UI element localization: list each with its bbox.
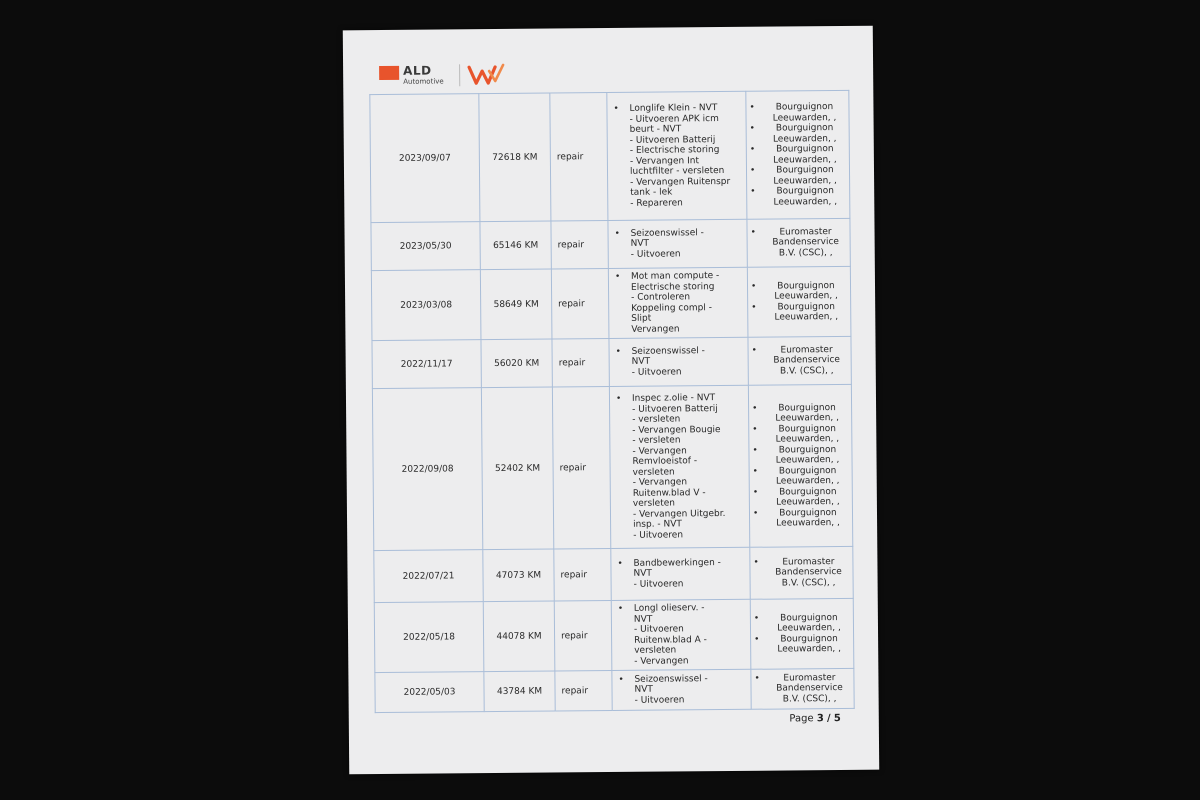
bullet-icon: • bbox=[753, 557, 759, 568]
workshop-name: Bourguignon Leeuwarden, , bbox=[772, 102, 837, 124]
description-text: Mot man compute - Electrische storing - Controleren Koppeling compl - Slipt Vervangen bbox=[630, 271, 720, 335]
date-cell: 2022/11/17 bbox=[372, 340, 481, 389]
table-row bbox=[374, 546, 853, 602]
workshop-item bbox=[754, 673, 850, 705]
bullet-icon: • bbox=[749, 165, 756, 176]
table-row bbox=[375, 668, 854, 712]
document-page bbox=[343, 26, 879, 775]
description-cell bbox=[607, 91, 747, 220]
date-cell: 2022/09/08 bbox=[372, 388, 482, 551]
description-cell bbox=[608, 267, 748, 338]
description-cell bbox=[611, 599, 751, 670]
description-text: Seizoenswissel - NVT - Uitvoeren bbox=[631, 345, 705, 378]
mileage-cell: 58649 KM bbox=[480, 269, 552, 340]
page-label: Page bbox=[789, 713, 814, 725]
mileage-cell: 47073 KM bbox=[483, 549, 554, 602]
bullet-icon: • bbox=[751, 302, 757, 313]
table-row bbox=[372, 336, 851, 388]
description-cell bbox=[611, 547, 750, 600]
type-cell: repair bbox=[551, 221, 608, 269]
workshop-name: Bourguignon Leeuwarden, , bbox=[773, 165, 837, 187]
table-row bbox=[371, 218, 850, 270]
workshop-item bbox=[750, 186, 846, 208]
mileage-cell: 56020 KM bbox=[481, 339, 552, 388]
mileage-cell: 43784 KM bbox=[484, 671, 555, 712]
bullet-icon: • bbox=[754, 673, 760, 684]
table-row bbox=[370, 90, 850, 222]
bullet-icon: • bbox=[750, 281, 757, 292]
workshop-item bbox=[753, 557, 849, 589]
workshop-item bbox=[750, 165, 846, 187]
bullet-icon: • bbox=[752, 487, 759, 498]
type-cell: repair bbox=[552, 387, 610, 549]
bullet-icon: • bbox=[614, 228, 620, 239]
type-cell: repair bbox=[554, 549, 611, 601]
workshop-item bbox=[753, 507, 849, 529]
workshop-item bbox=[753, 465, 849, 487]
workshop-name: Bourguignon Leeuwarden, , bbox=[775, 465, 840, 487]
workshop-item bbox=[752, 444, 848, 466]
workshop-name: Bourguignon Leeuwarden, , bbox=[772, 123, 837, 145]
bullet-icon: • bbox=[750, 186, 756, 197]
workshop-name: Bourguignon Leeuwarden, , bbox=[773, 186, 838, 208]
bullet-icon: • bbox=[752, 445, 758, 456]
date-cell: 2022/05/03 bbox=[375, 672, 484, 713]
workshop-item bbox=[751, 227, 847, 259]
description-text: Seizoenswissel - NVT - Uitvoeren bbox=[630, 227, 704, 260]
workshop-name: Bourguignon Leeuwarden, , bbox=[774, 280, 838, 302]
bullet-icon: • bbox=[749, 144, 756, 155]
description-cell bbox=[609, 337, 748, 386]
type-cell: repair bbox=[552, 339, 609, 387]
description-text: Longlife Klein - NVT - Uitvoeren APK icm beurt - NVT - Uitvoeren Batterij - Electrische storing - Vervangen Int luchtfilter - versleten - Vervangen Ruitenspr tank - lek - Repareren bbox=[629, 103, 731, 209]
workshop-item bbox=[749, 102, 845, 124]
bullet-icon: • bbox=[617, 558, 623, 569]
description-text: Bandbewerkingen - NVT - Uitvoeren bbox=[633, 557, 721, 590]
partner-w-logo-icon bbox=[467, 61, 507, 87]
workshop-item bbox=[750, 123, 846, 145]
workshop-cell bbox=[748, 336, 851, 385]
type-cell: repair bbox=[555, 671, 612, 711]
workshop-name: Bourguignon Leeuwarden, , bbox=[776, 486, 840, 508]
description-text: Seizoenswissel - NVT - Uitvoeren bbox=[634, 673, 708, 706]
table-row bbox=[374, 598, 854, 672]
workshop-cell bbox=[748, 384, 852, 547]
workshop-name: Bourguignon Leeuwarden, , bbox=[777, 612, 841, 634]
workshop-item bbox=[752, 423, 848, 445]
bullet-icon: • bbox=[754, 634, 760, 645]
workshop-item bbox=[752, 402, 848, 424]
bullet-icon: • bbox=[614, 271, 621, 282]
description-cell bbox=[608, 219, 747, 268]
type-cell: repair bbox=[550, 93, 608, 221]
page-separator: / bbox=[826, 713, 831, 725]
bullet-icon: • bbox=[615, 393, 622, 404]
workshop-item bbox=[753, 486, 849, 508]
bullet-icon: • bbox=[753, 613, 760, 624]
description-cell bbox=[612, 669, 751, 710]
workshop-cell bbox=[751, 668, 854, 709]
ald-logo-mark bbox=[379, 66, 399, 80]
page-current: 3 bbox=[816, 713, 824, 725]
workshop-item bbox=[751, 301, 847, 323]
mileage-cell: 72618 KM bbox=[479, 93, 551, 222]
logo-divider bbox=[459, 64, 460, 86]
mileage-cell: 44078 KM bbox=[483, 601, 555, 672]
type-cell: repair bbox=[551, 269, 609, 339]
workshop-item bbox=[754, 633, 850, 655]
workshop-name: Euromaster Bandenservice B.V. (CSC), , bbox=[773, 344, 841, 377]
page-total: 5 bbox=[833, 713, 841, 725]
bullet-icon: • bbox=[618, 674, 624, 685]
logo-brand-sub: Automotive bbox=[403, 77, 444, 86]
workshop-cell bbox=[750, 598, 854, 669]
workshop-name: Bourguignon Leeuwarden, , bbox=[775, 444, 840, 466]
workshop-name: Bourguignon Leeuwarden, , bbox=[775, 402, 840, 424]
mileage-cell: 65146 KM bbox=[480, 221, 551, 270]
workshop-item bbox=[750, 144, 846, 166]
page-indicator bbox=[789, 713, 840, 724]
date-cell: 2022/05/18 bbox=[374, 602, 484, 673]
workshop-cell bbox=[746, 90, 850, 219]
bullet-icon: • bbox=[752, 508, 759, 519]
bullet-icon: • bbox=[617, 603, 624, 614]
workshop-name: Bourguignon Leeuwarden, , bbox=[777, 633, 842, 655]
workshop-cell bbox=[747, 218, 850, 267]
bullet-icon: • bbox=[752, 424, 758, 435]
table-row bbox=[371, 266, 851, 340]
bullet-icon: • bbox=[752, 403, 758, 414]
workshop-item bbox=[751, 280, 847, 302]
bullet-icon: • bbox=[751, 345, 757, 356]
date-cell: 2023/05/30 bbox=[371, 222, 480, 271]
description-cell bbox=[609, 385, 749, 548]
bullet-icon: • bbox=[615, 346, 621, 357]
workshop-name: Euromaster Bandenservice B.V. (CSC), , bbox=[776, 672, 843, 705]
table-row bbox=[372, 384, 852, 550]
workshop-cell bbox=[747, 266, 851, 337]
bullet-icon: • bbox=[749, 123, 755, 134]
description-text: Inspec z.olie - NVT - Uitvoeren Batterij - versleten - Vervangen Bougie - versleten - Vervangen Remvloeistof - versleten - Vervangen Ruitenw.blad V - versleten - Vervangen Uitgebr. insp. - NVT - Uitvoeren bbox=[631, 393, 726, 541]
description-text: Longl olieserv. - NVT - Uitvoeren Ruitenw.blad A - versleten - Vervangen bbox=[633, 603, 707, 667]
workshop-name: Bourguignon Leeuwarden, , bbox=[775, 423, 840, 445]
bullet-icon: • bbox=[613, 103, 619, 114]
logo-brand-name: ALD bbox=[403, 63, 432, 78]
date-cell: 2022/07/21 bbox=[374, 550, 483, 603]
workshop-name: Bourguignon Leeuwarden, , bbox=[774, 301, 839, 323]
workshop-item bbox=[754, 612, 850, 634]
bullet-icon: • bbox=[750, 227, 756, 238]
workshop-name: Euromaster Bandenservice B.V. (CSC), , bbox=[775, 556, 842, 589]
bullet-icon: • bbox=[749, 102, 755, 113]
date-cell: 2023/03/08 bbox=[371, 270, 481, 341]
date-cell: 2023/09/07 bbox=[370, 94, 480, 223]
bullet-icon: • bbox=[752, 466, 758, 477]
workshop-name: Bourguignon Leeuwarden, , bbox=[776, 507, 840, 529]
workshop-item bbox=[752, 345, 848, 377]
mileage-cell: 52402 KM bbox=[481, 387, 553, 550]
workshop-name: Bourguignon Leeuwarden, , bbox=[773, 144, 837, 166]
workshop-name: Euromaster Bandenservice B.V. (CSC), , bbox=[772, 226, 839, 259]
workshop-cell bbox=[750, 546, 853, 599]
maintenance-history-table bbox=[369, 90, 854, 713]
type-cell: repair bbox=[554, 601, 612, 671]
